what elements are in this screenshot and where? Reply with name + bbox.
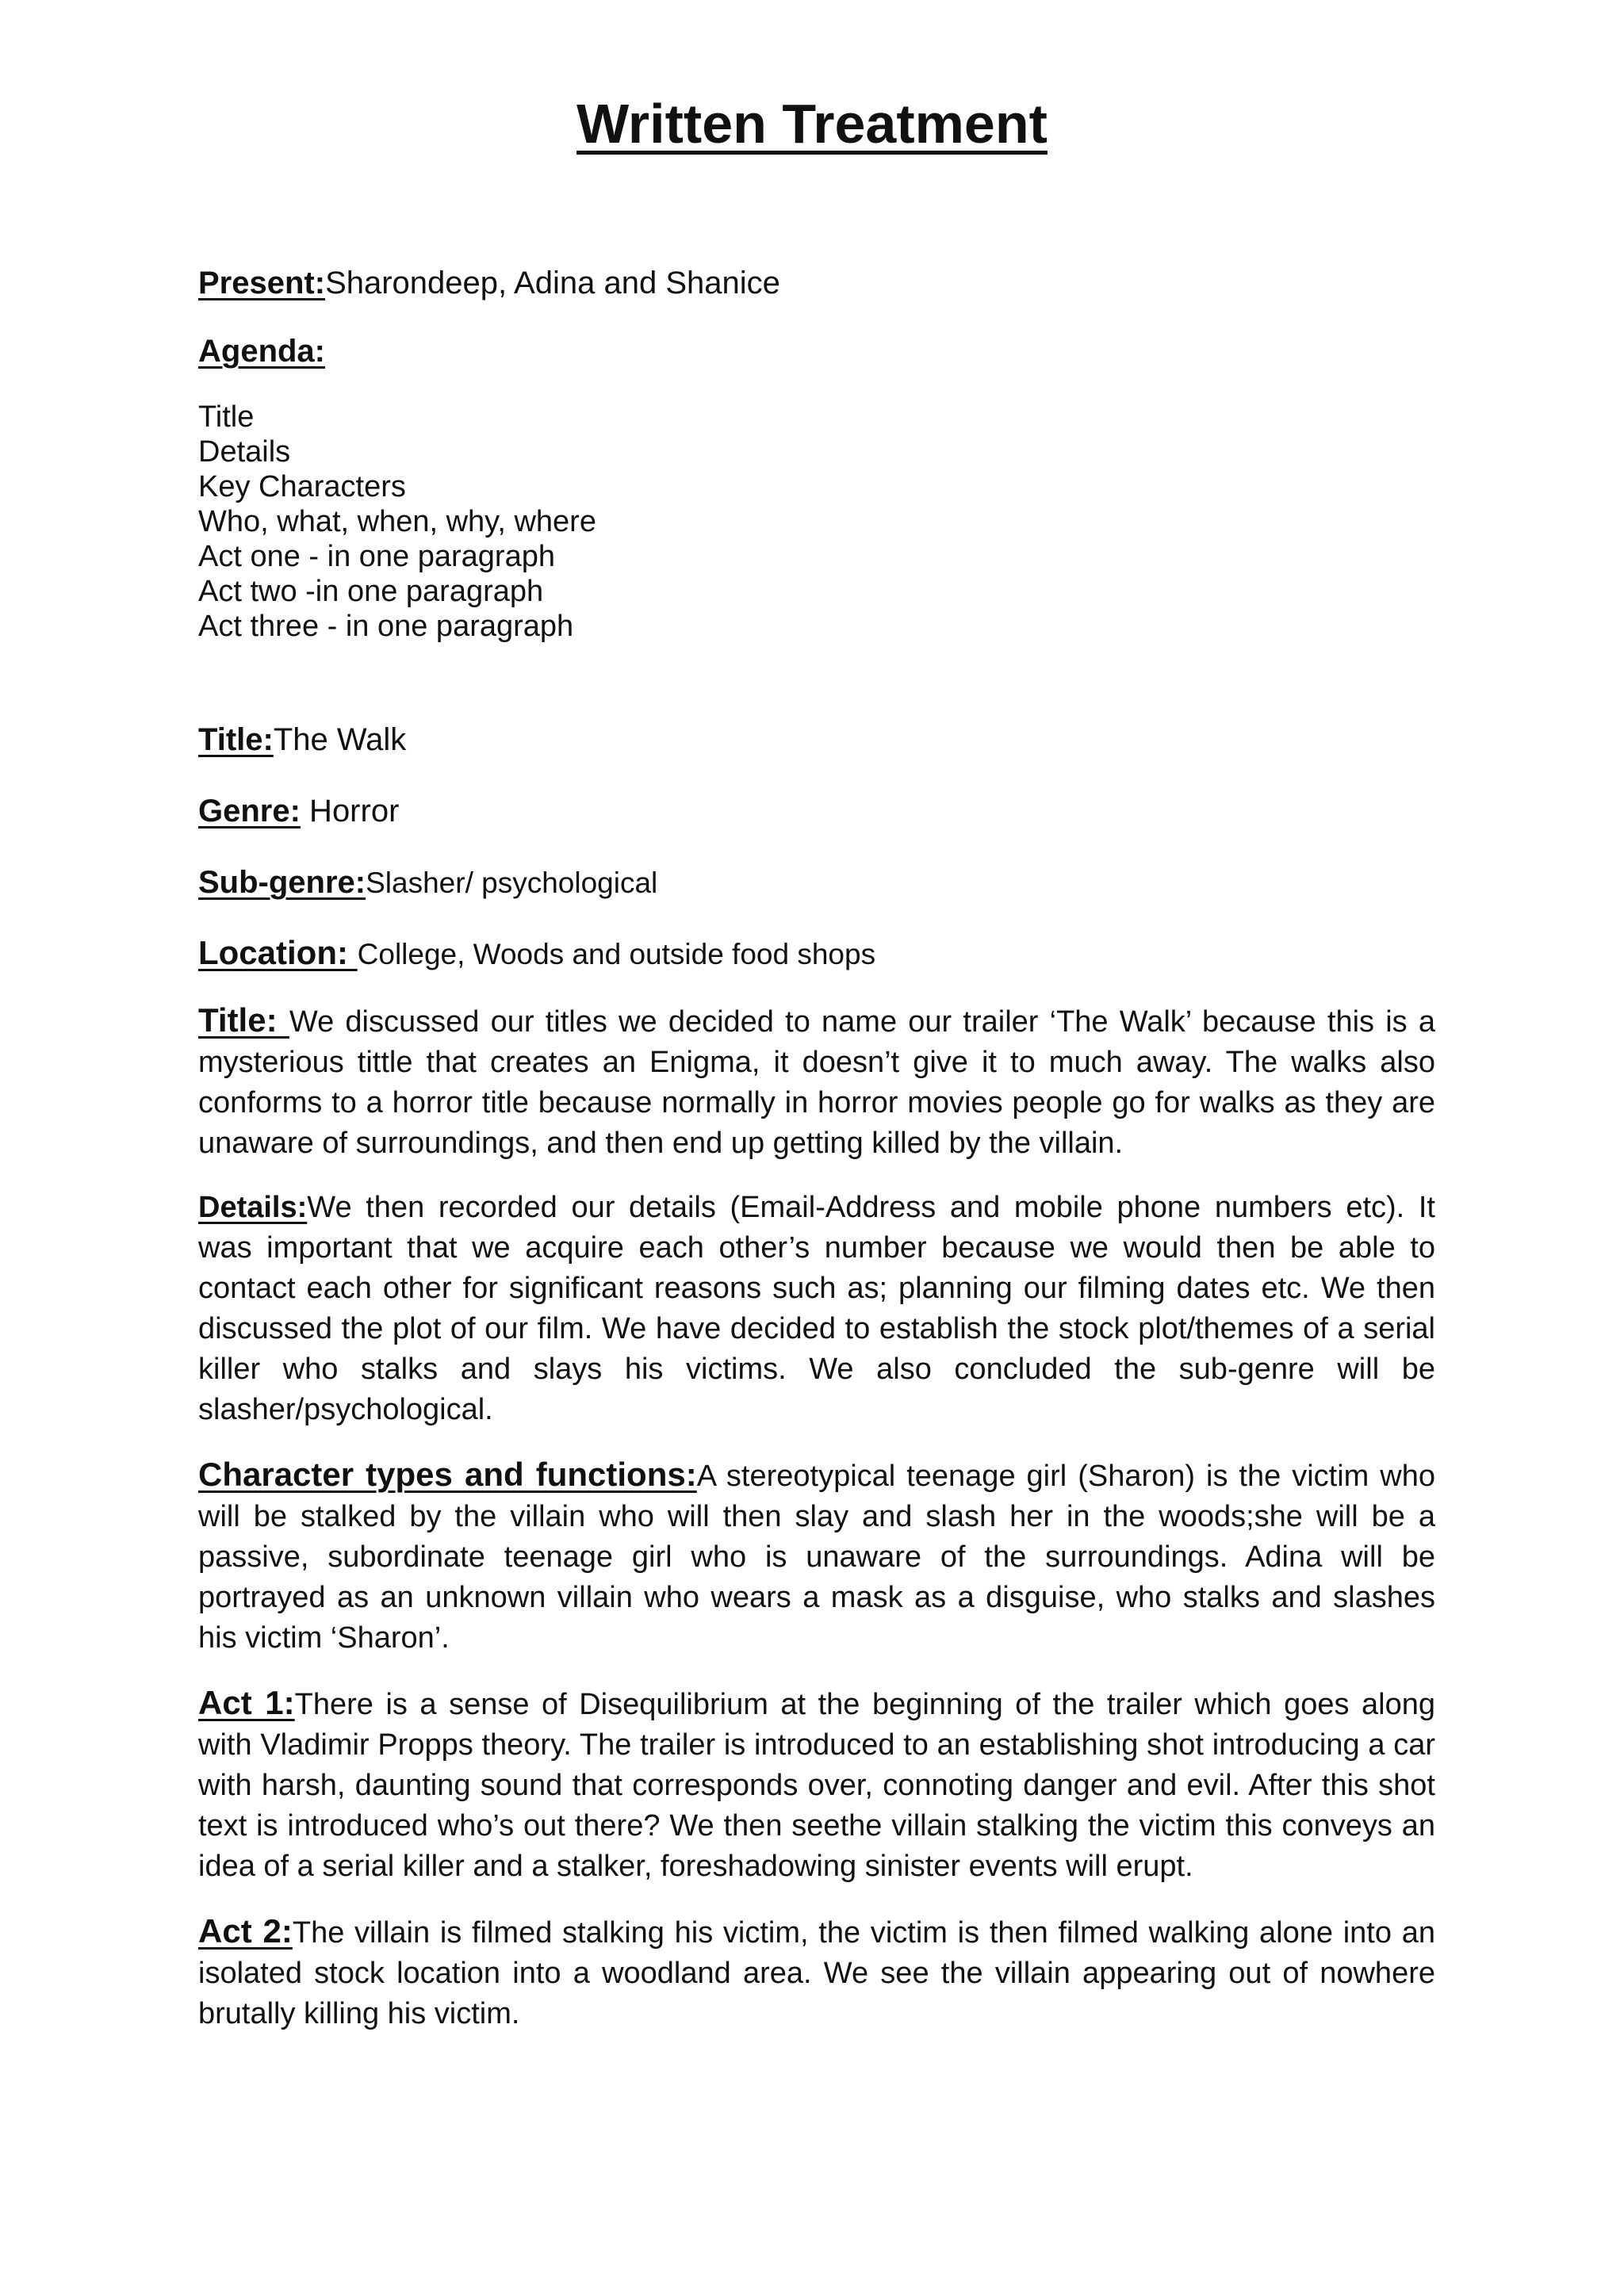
section-text: We then recorded our details (Email-Address and mobile phone numbers etc). It was important that we acquire each other’s number because we would then be able to contact each other for significant reasons such as; planning our filming dates etc. We then discussed the plot of our film. We have decided to establish the stock plot/themes of a serial killer who stalks and slays his victims. We also concluded the sub-genre will be slasher/psychological. (198, 1191, 1435, 1426)
section-label: Title: (198, 1001, 289, 1039)
section-characters-paragraph (198, 1454, 1435, 1659)
subgenre-value: Slasher/ psychological (366, 867, 658, 899)
present-label: Present: (198, 266, 326, 300)
section-details-paragraph (198, 1188, 1435, 1430)
section-label: Act 2: (198, 1912, 293, 1950)
agenda-item: Act two -in one paragraph (198, 575, 544, 608)
agenda-label: Agenda: (198, 334, 325, 369)
section-act2-paragraph (198, 1911, 1435, 2034)
location-line (198, 932, 1435, 976)
agenda-item: Key Characters (198, 470, 406, 503)
location-value: College, Woods and outside food shops (357, 938, 876, 970)
genre-value: Horror (300, 794, 400, 828)
section-label: Details: (198, 1191, 308, 1224)
agenda-item: Act one - in one paragraph (198, 540, 555, 573)
present-line (198, 262, 1435, 304)
subgenre-line (198, 861, 1435, 905)
document-body (198, 262, 1435, 2034)
agenda-list (198, 400, 1435, 644)
section-act1-paragraph (198, 1682, 1435, 1887)
section-text: The villain is filmed stalking his victim, the victim is then filmed walking alone into an isolated stock location into a woodland area. We see the villain appearing out of nowhere brutally killing his victim. (198, 1916, 1435, 2030)
agenda-item: Act three - in one paragraph (198, 610, 574, 643)
present-value: Sharondeep, Adina and Shanice (325, 266, 780, 300)
section-label: Character types and functions: (198, 1456, 697, 1493)
film-title-label: Title: (198, 722, 274, 757)
genre-label: Genre: (198, 794, 301, 828)
document-title: Written Treatment (576, 93, 1048, 155)
section-text: There is a sense of Disequilibrium at the beginning of the trailer which goes along with Vladimir Propps theory. The trailer is introduced to an establishing shot introducing a car with harsh, daunting sound that corresponds over, connoting danger and evil. After this shot text is introduced who’s out there? We then seethe villain stalking the victim this conveys an idea of a serial killer and a stalker, foreshadowing sinister events will erupt. (198, 1688, 1435, 1883)
subgenre-label: Sub-genre: (198, 865, 366, 900)
location-label: Location: (198, 934, 358, 971)
section-text: A stereotypical teenage girl (Sharon) is the victim who will be stalked by the villain who will then slay and slash her in the woods;she will be a passive, subordinate teenage girl who is unaware of the surroundings. Adina will be portrayed as an unknown villain who wears a mask as a disguise, who stalks and slashes his victim ‘Sharon’. (198, 1460, 1435, 1655)
film-title-line (198, 718, 1435, 761)
agenda-item: Details (198, 435, 291, 469)
section-text: We discussed our titles we decided to name our trailer ‘The Walk’ because this is a mysterious tittle that creates an Enigma, it doesn’t give it to much away. The walks also conforms to a horror title because normally in horror movies people go for walks as they are unaware of surroundings, and then end up getting killed by the villain. (198, 1005, 1436, 1160)
agenda-item: Title (198, 400, 255, 434)
section-title-paragraph (198, 1000, 1435, 1164)
film-title-value: The Walk (273, 722, 407, 757)
section-label: Act 1: (198, 1684, 295, 1721)
agenda-heading (198, 330, 1435, 373)
agenda-item: Who, what, when, why, where (198, 505, 596, 538)
genre-line (198, 790, 1435, 832)
